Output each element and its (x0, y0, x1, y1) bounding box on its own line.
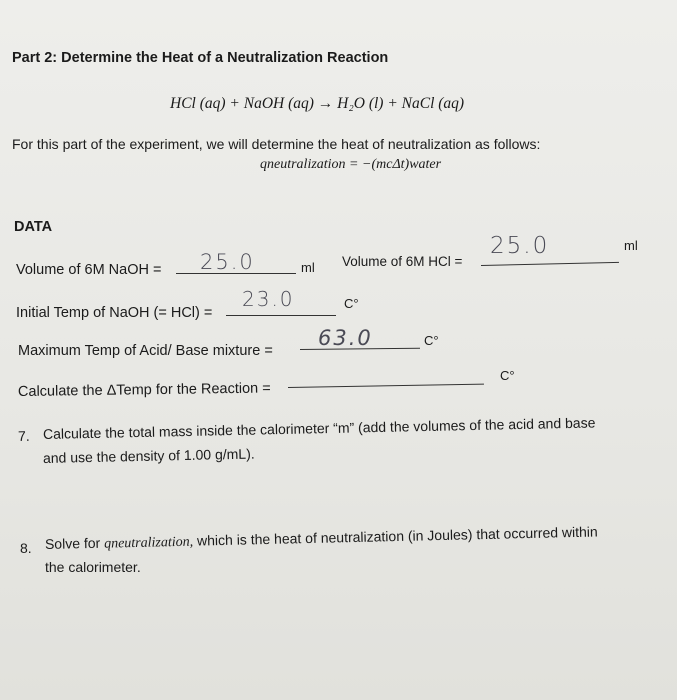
naoh-volume-label: Volume of 6M NaOH = (16, 262, 162, 278)
hcl-volume-line (481, 262, 619, 266)
question-7-number: 7. (17, 427, 30, 444)
question-8-line2: the calorimeter. (45, 559, 141, 575)
delta-temp-label: Calculate the ΔTemp for the Reaction = (17, 380, 271, 400)
question-7-line1: Calculate the total mass inside the calorimeter “m” (add the volumes of the acid and base (42, 414, 596, 442)
intro-text: For this part of the experiment, we will determine the heat of neutralization as follows: (12, 136, 541, 152)
q-formula: qneutralization = −(mcΔt)water (260, 157, 442, 172)
question-7-line2: and use the density of 1.00 g/mL). (42, 445, 255, 466)
initial-temp-label: Initial Temp of NaOH (= HCl) = (16, 305, 213, 321)
naoh-volume-unit: ml (301, 260, 315, 275)
question-8-pre: Solve for (44, 534, 105, 552)
reaction-equation: HCl (aq) + NaOH (aq) → H₂O (l) + NaCl (aq) (170, 95, 465, 112)
hcl-volume-value: 25.0 (490, 233, 550, 259)
initial-temp-value: 23.0 (242, 287, 295, 311)
delta-temp-line (288, 384, 484, 388)
max-temp-unit: C° (424, 333, 439, 348)
delta-temp-unit: C° (500, 368, 515, 383)
hcl-volume-unit: ml (624, 238, 638, 253)
max-temp-label: Maximum Temp of Acid/ Base mixture = (18, 343, 273, 359)
naoh-volume-value: 25.0 (200, 250, 255, 274)
part-title: Part 2: Determine the Heat of a Neutralization Reaction (12, 50, 389, 66)
initial-temp-unit: C° (344, 296, 359, 311)
question-8-line1 (45, 523, 598, 554)
initial-temp-line (226, 315, 336, 316)
question-8-number: 8. (20, 540, 32, 556)
data-heading: DATA (14, 219, 53, 235)
question-8-var: qneutralization, (103, 534, 194, 552)
question-8-post: which is the heat of neutralization (in Joules) that occurred within (192, 523, 598, 549)
max-temp-value: 63.0 (318, 326, 373, 350)
hcl-volume-label: Volume of 6M HCl = (342, 254, 463, 269)
